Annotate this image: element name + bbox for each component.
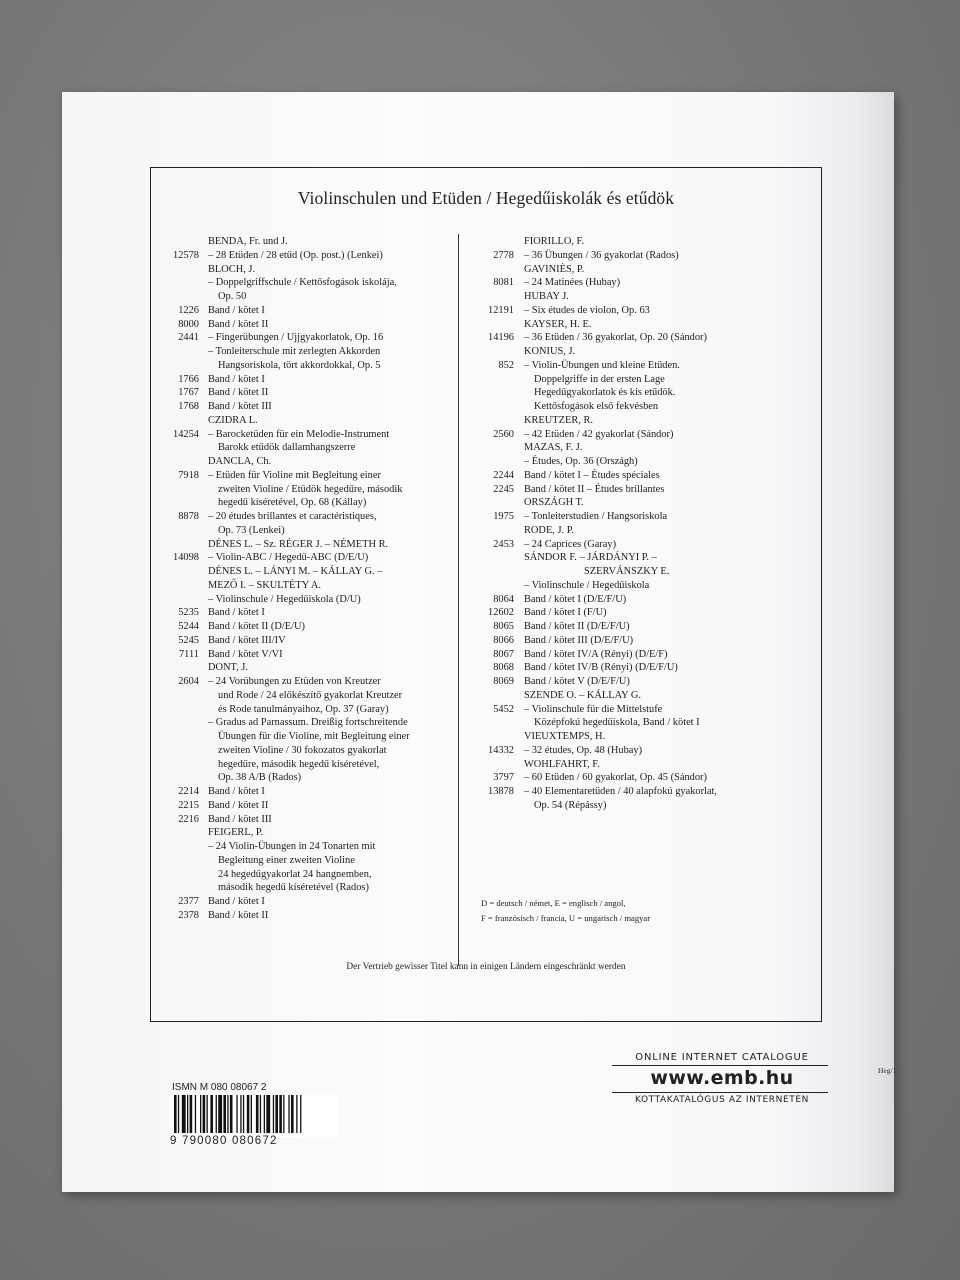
catalog-text: Band / kötet II [208,318,269,330]
barcode-bars [174,1095,334,1135]
catalog-number: 12602 [488,607,514,619]
logo-rule [612,1065,828,1066]
barcode-bar [288,1095,289,1133]
catalog-text: CZIDRA L. [208,414,258,426]
distribution-note: Der Vertrieb gewisser Titel kann in einigen Ländern eingeschränkt werden [346,962,626,972]
catalog-text: – 28 Etüden / 28 etűd (Op. post.) (Lenkei) [208,249,383,261]
catalog-text: Op. 50 [218,291,247,302]
catalog-number: 2245 [493,483,514,495]
catalog-text: MEZŐ I. – SKULTÉTY A. [208,579,321,591]
catalog-text: VIEUXTEMPS, H. [524,731,606,742]
catalog-text: Hangsoriskola, tört akkordokkal, Op. 5 [218,359,381,371]
catalog-text: – Fingerübungen / Ujjgyakorlatok, Op. 16 [208,332,384,344]
catalog-text: Band / kötet I [208,304,265,316]
abbreviations-note [481,896,650,926]
catalog-text: Op. 38 A/B (Rados) [218,772,302,784]
catalog-text: – 40 Elementaretüden / 40 alapfokú gyakorlat, [524,786,718,797]
catalog-text: Barokk etűdök dallamhangszerre [218,442,356,454]
catalog-number: 14332 [488,744,514,756]
catalog-text: Band / kötet II [208,909,269,921]
barcode-bar [203,1095,206,1133]
catalog-number: 8878 [178,511,199,522]
catalog-number: 8081 [493,277,514,289]
catalog-text: – 32 études, Op. 48 (Hubay) [524,744,643,756]
catalog-text: MAZAS, F. J. [524,442,583,454]
catalog-number: 5452 [493,703,514,715]
catalog-text: Band / kötet I [208,373,265,385]
emb-online-catalogue-logo [612,1052,832,1114]
catalog-text: Übungen für die Violine, mit Begleitung einer [218,731,410,742]
catalog-text: Band / kötet II (D/E/U) [208,621,305,632]
catalog-text: és Rode tanulmányaihoz, Op. 37 (Garay) [218,703,389,715]
catalog-text: – Violin-ABC / Hegedű-ABC (D/E/U) [208,552,369,564]
catalog-number: 14098 [173,552,199,564]
barcode-bar [273,1095,274,1133]
barcode-digits: 9 790080 080672 [170,1135,278,1147]
barcode-bar [300,1095,301,1133]
logo-rule [612,1092,828,1093]
catalog-number: 14196 [488,332,514,344]
logo-top-text: ONLINE INTERNET CATALOGUE [635,1052,809,1063]
catalog-text: – Barocketüden für ein Melodie-Instrument [208,428,390,440]
barcode-bar [190,1095,193,1133]
barcode-bar [187,1095,188,1133]
barcode-bar [227,1095,228,1133]
catalog-number: 852 [498,359,514,371]
catalog-text: – Violinschule für die Mittelstufe [524,703,663,715]
barcode-bar [178,1095,179,1133]
barcode [170,1095,338,1137]
catalog-text: – Tonleiterstudien / Hangsoriskola [524,511,668,522]
ismn-number: ISMN M 080 08067 2 [172,1082,267,1093]
barcode-bar [236,1095,237,1133]
catalog-text: – Six études de violon, Op. 63 [524,304,650,316]
barcode-bar [216,1095,217,1133]
catalog-text: ORSZÁGH T. [524,497,584,509]
catalog-number: 2453 [493,538,514,550]
catalog-number: 8066 [493,634,514,646]
catalog-number: 2778 [493,249,514,261]
catalog-text: – Tonleiterschule mit zerlegten Akkorden [208,346,381,357]
barcode-bar [266,1095,270,1133]
catalog-text: Band / kötet I – Études spéciales [524,469,660,481]
catalog-code: Heg/1 [878,1066,897,1075]
catalog-number: 2244 [493,469,514,481]
catalog-number: 1768 [178,401,199,412]
catalog-text: 24 hegedűgyakorlat 24 hangnemben, [218,868,372,880]
catalog-text: Band / kötet IV/B (Rényi) (D/E/F/U) [524,662,678,674]
catalog-text: Band / kötet III [208,813,272,825]
catalog-text: Band / kötet III (D/E/F/U) [524,634,634,646]
catalog-text: – 24 Caprices (Garay) [524,538,617,550]
barcode-bar [264,1095,265,1133]
catalog-text: – 36 Etüden / 36 gyakorlat, Op. 20 (Sándor) [524,332,707,344]
catalog-text: Doppelgriffe in der ersten Lage [534,373,665,385]
catalog-number: 2216 [178,813,199,825]
catalog-text: SZENDE O. – KÁLLAY G. [524,689,641,701]
catalog-text: Hegedűgyakorlatok és kis etűdök. [534,387,676,399]
catalog-text: – 24 Vorübungen zu Etüden von Kreutzer [208,676,381,687]
barcode-bar [223,1095,226,1133]
catalog-text: – Violinschule / Hegedűiskola (D/U) [208,593,361,605]
catalog-text: FEIGERL, P. [208,827,264,839]
catalog-number: 2214 [178,786,199,797]
catalog-text: – Gradus ad Parnassum. Dreißig fortschreitende [208,717,408,729]
catalog-number: 2378 [178,909,199,921]
catalog-text: Band / kötet III [208,401,272,412]
catalog-text: – 20 études brillantes et caractéristiques, [208,511,377,522]
catalog-number: 2377 [178,896,199,907]
catalog-number: 1767 [178,387,199,399]
logo-url: www.emb.hu [650,1067,794,1089]
catalog-text: Band / kötet I [208,896,265,907]
barcode-bar [291,1095,294,1133]
barcode-bar [279,1095,282,1133]
catalog-text: – Violinschule / Hegedűiskola [524,579,650,591]
barcode-bar [260,1095,261,1133]
catalog-number: 12578 [173,249,199,261]
catalog-text: – Etüden für Violine mit Begleitung einer [208,469,381,481]
catalog-text: Op. 73 (Lenkei) [218,524,285,536]
barcode-bar [283,1095,284,1133]
catalog-text: hegedűre, második hegedű kíséretével, [218,758,380,770]
catalog-text: KAYSER, H. E. [524,318,592,330]
catalog-number: 8067 [493,648,514,660]
barcode-bar [247,1095,250,1133]
catalog-text: BLOCH, J. [208,263,256,275]
barcode-bar [200,1095,201,1133]
barcode-bar [207,1095,208,1133]
catalog-text: KONIUS, J. [524,346,576,357]
catalog-title: Violinschulen und Etüden / Hegedűiskolák és etűdök [297,188,675,208]
catalog-text: – Doppelgriffschule / Kettősfogások iskolája, [208,277,397,289]
catalog-text: – 24 Violin-Übungen in 24 Tonarten mit [208,841,376,852]
catalog-text: DONT, J. [208,662,248,674]
catalog-number: 8068 [493,662,514,674]
catalog-number: 2215 [178,799,199,811]
catalog-text: Band / kötet I [208,786,265,797]
barcode-bar [296,1095,297,1133]
catalog-text: WOHLFAHRT, F. [524,758,600,770]
catalog-number: 5244 [178,621,199,632]
catalog-number: 5235 [178,607,199,619]
catalog-text: Band / kötet II – Études brillantes [524,483,665,495]
catalog-number: 1766 [178,373,199,385]
catalog-text: zweiten Violine / Etüdök hegedűre, második [218,483,403,495]
catalog-text: zweiten Violine / 30 fokozatos gyakorlat [218,744,387,756]
catalog-number: 8000 [178,318,199,330]
catalog-text: Band / kötet V (D/E/F/U) [524,676,630,687]
catalog-text: – 60 Etüden / 60 gyakorlat, Op. 45 (Sándor) [524,772,707,784]
catalog-number: 3797 [493,772,514,784]
catalog-number: 2604 [178,676,199,687]
catalog-text: Band / kötet IV/A (Rényi) (D/E/F) [524,648,668,660]
barcode-bar [218,1095,222,1133]
catalog-text: Band / kötet I (F/U) [524,607,607,619]
catalog-number: 5245 [178,634,199,646]
barcode-bar [210,1095,213,1133]
catalog-text: – 36 Übungen / 36 gyakorlat (Rados) [524,249,679,261]
catalog-text: Op. 54 (Répássy) [534,799,607,811]
catalog-text: – Études, Op. 36 (Országh) [524,456,638,467]
catalog-number: 14254 [173,428,199,440]
catalog-text: DÉNES L. – Sz. RÉGER J. – NÉMETH R. [208,538,389,550]
catalog-number: 12191 [488,304,514,316]
catalog-text: második hegedű kíséretével (Rados) [218,882,369,894]
catalog-number: 7111 [178,648,199,660]
catalog-number: 7918 [178,469,199,481]
catalog-number: 8069 [493,676,514,687]
catalog-text: Band / kötet I (D/E/F/U) [524,593,627,605]
catalog-text: – 24 Matinées (Hubay) [524,277,621,289]
catalog-number: 2441 [178,332,199,344]
catalog-number: 1975 [493,511,514,522]
catalog-text: BENDA, Fr. und J. [208,236,288,247]
barcode-bar [251,1095,252,1133]
catalog-number: 8064 [493,593,514,605]
catalog-number: 8065 [493,621,514,632]
column-divider [458,234,459,966]
catalog-text: hegedű kíséretével, Op. 68 (Kállay) [218,497,367,509]
barcode-bar [243,1095,244,1133]
catalog-text: KREUTZER, R. [524,414,593,426]
catalog-text: HUBAY J. [524,291,569,302]
book-back-cover [62,92,897,1192]
catalog-text: Középfokú hegedűiskola, Band / kötet I [534,717,700,729]
barcode-bar [174,1095,177,1133]
catalog-text: RODE, J. P. [524,524,574,536]
catalog-number: 13878 [488,786,514,797]
barcode-bar [240,1095,241,1133]
catalog-text: GAVINIÈS, P. [524,263,585,275]
catalog-text: Band / kötet II [208,799,269,811]
barcode-bar [195,1095,196,1133]
barcode-bar [230,1095,233,1133]
abbreviation-line: F = französisch / francia, U = ungarisch / magyar [481,913,651,923]
barcode-bar [256,1095,259,1133]
catalog-text: Band / kötet II [208,387,269,399]
catalog-number: 1226 [178,304,199,316]
catalog-text: Band / kötet III/IV [208,634,286,646]
catalog-text: DÉNES L. – LÁNYI M. – KÁLLAY G. – [208,566,383,577]
logo-bottom-text: KOTTAKATALÓGUS AZ INTERNETEN [634,1095,809,1105]
catalog-text: – 42 Etüden / 42 gyakorlat (Sándor) [524,428,674,440]
catalog-text: DANCLA, Ch. [208,456,272,467]
catalog-text: Begleitung einer zweiten Violine [218,854,355,866]
catalog-text: und Rode / 24 előkészítő gyakorlat Kreutzer [218,689,403,701]
catalog-text: SZERVÁNSZKY E. [584,566,670,577]
catalog-text: FIORILLO, F. [524,236,585,247]
abbreviation-line: D = deutsch / német, E = englisch / angol, [481,898,626,908]
catalog-text: SÁNDOR F. – JÁRDÁNYI P. – [524,552,657,564]
catalog-text: – Violin-Übungen und kleine Etüden. [524,359,680,371]
catalog-text: Kettősfogások első fekvésben [534,401,659,412]
catalog-text: Band / kötet V/VI [208,648,283,660]
barcode-bar [275,1095,278,1133]
catalog-text: Band / kötet I [208,607,265,619]
barcode-bar [182,1095,186,1133]
catalog-text: Band / kötet II (D/E/F/U) [524,621,630,632]
catalog-number: 2560 [493,428,514,440]
